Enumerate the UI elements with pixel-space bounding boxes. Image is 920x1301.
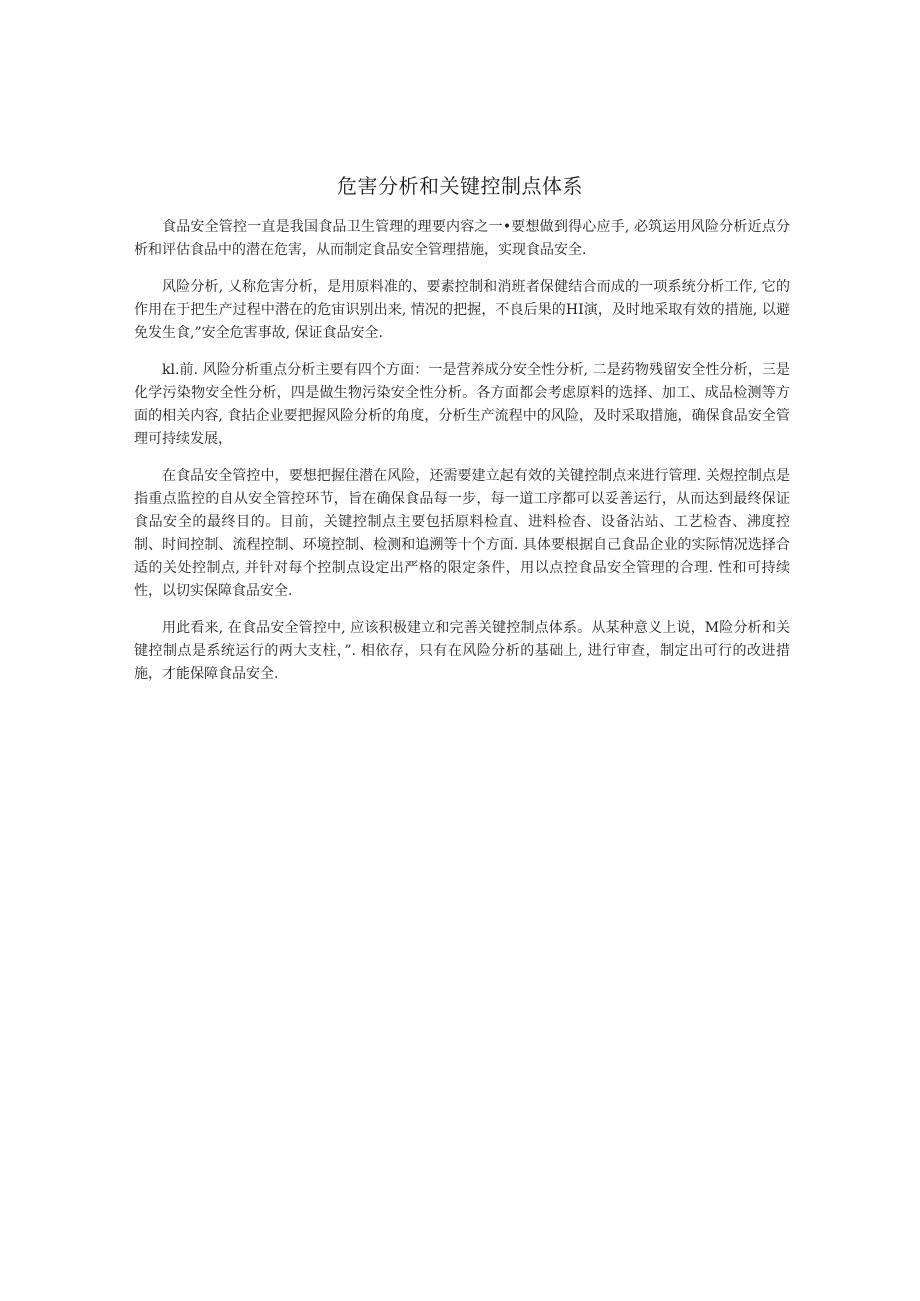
paragraph-4: 在食品安全管控中，要想把握住潜在风险，还需要建立起有效的关键控制点来进行管理. 关煜控制点是指重点监控的自从安全管控环节，旨在确保食品每一步，每一道工序都可以妥善运行，从而达到最终保证食品安全的最终目的。目前，关键控制点主要包括原料检直、进料检杳、设备沾站、工艺检杳、沸度控制、时间控制、流程控制、环境控制、检测和追溯等十个方面. 具体要根据自己食品企业的实际情况选择合适的关处控制点, 并针对每个控制点设定出严格的限定条件，用以点控食品安全管理的合理. 性和可持续性，以切实保障食品安全.	[134, 468, 790, 599]
document-title: 危害分析和关键控制点体系	[337, 174, 583, 198]
paragraph-5: 用此看来, 在食品安全管控中, 应该积极建立和完善关键控制点体系。从某种意义上说，M险分析和关键控制点是系统运行的两大支柱，”. 相依存，只有在风险分析的基础上, 进行审查，制定出可行的改进措施，才能保障食品安全.	[134, 620, 790, 682]
paragraph-2: 风险分析, 乂称危害分析，是用原料准的、要素控制和消班者保健结合而成的一项系统分析工作, 它的作用在于把生产过程中潜在的危宙识别出来, 情况的把握，不良后果的HI演，及时地采取有效的措施, 以避免发生食,”安全危害事故, 保证食品安全.	[134, 279, 790, 341]
paragraph-1: 食品安全管控一直是我国食品卫生管理的理要内容之一•要想做到得心应手, 必筑运用风险分析近点分析和评估食品中的潜在危害，从而制定食品安全管理措施，实现食品安全.	[134, 219, 790, 258]
paragraph-3: kl.前. 风险分析重点分析主要有四个方面：一是营养成分安全性分析, 二是药物残留安全性分析，三是化学污染物安全性分析，四是做生物污染安全性分析。各方面都会考虑原料的选择、加工、成品检测等方面的相关内容, 食拈企业要把握风险分析的角度，分析生产流程中的风险，及时采取措施，确保食品安全管理可持续发展，	[134, 362, 790, 447]
document-body	[134, 216, 790, 700]
